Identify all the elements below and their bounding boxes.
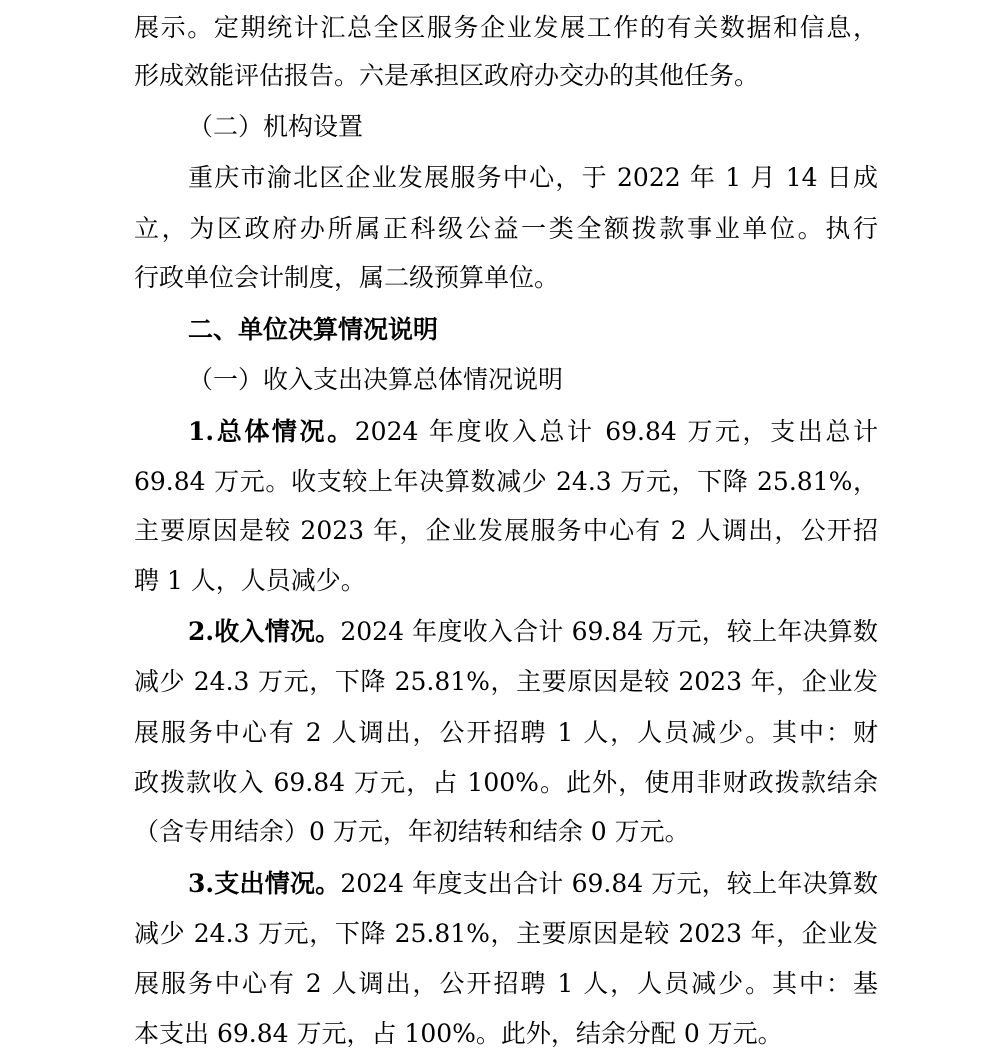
subsection-heading-1: （一）收入支出决算总体情况说明 <box>188 365 564 394</box>
paragraph-lead-income: 2.收入情况。 <box>188 617 341 646</box>
text-line: （含专用结余）0 万元，年初结转和结余 0 万元。 <box>134 817 690 846</box>
text-line: 69.84 万元。收支较上年决算数减少 24.3 万元，下降 25.81%， <box>134 467 878 496</box>
paragraph-income-line <box>188 612 878 652</box>
paragraph-lead-overall: 1.总体情况。 <box>188 417 355 446</box>
text-line: 重庆市渝北区企业发展服务中心，于 2022 年 1 月 14 日成 <box>188 163 878 192</box>
text-line: 展服务中心有 2 人调出，公开招聘 1 人，人员减少。其中：财 <box>134 718 878 747</box>
text-span: 2024 年度收入合计 69.84 万元，较上年决算数 <box>340 617 878 646</box>
text-line: 政拨款收入 69.84 万元，占 100%。此外，使用非财政拨款结余 <box>134 768 878 797</box>
text-line: 行政单位会计制度，属二级预算单位。 <box>134 263 560 292</box>
text-line: 本支出 69.84 万元，占 100%。此外，结余分配 0 万元。 <box>134 1019 783 1048</box>
paragraph-lead-expense: 3.支出情况。 <box>188 869 341 898</box>
text-line: 聘 1 人，人员减少。 <box>134 566 366 595</box>
text-line: 减少 24.3 万元，下降 25.81%，主要原因是较 2023 年，企业发 <box>134 667 878 696</box>
text-line: 主要原因是较 2023 年，企业发展服务中心有 2 人调出，公开招 <box>134 516 878 545</box>
section-heading-org: （二）机构设置 <box>188 112 364 141</box>
text-line: 展示。定期统计汇总全区服务企业发展工作的有关数据和信息， <box>134 13 878 42</box>
text-line: 展服务中心有 2 人调出，公开招聘 1 人，人员减少。其中：基 <box>134 969 878 998</box>
text-line: 减少 24.3 万元，下降 25.81%，主要原因是较 2023 年，企业发 <box>134 919 878 948</box>
paragraph-overall-line <box>188 412 878 452</box>
paragraph-expense-line <box>188 864 878 904</box>
text-line: 立，为区政府办所属正科级公益一类全额拨款事业单位。执行 <box>134 214 878 243</box>
text-span: 2024 年度收入总计 69.84 万元，支出总计 <box>354 417 878 446</box>
text-line: 形成效能评估报告。六是承担区政府办交办的其他任务。 <box>134 61 760 90</box>
section-heading-2: 二、单位决算情况说明 <box>188 315 439 344</box>
text-span: 2024 年度支出合计 69.84 万元，较上年决算数 <box>340 869 878 898</box>
